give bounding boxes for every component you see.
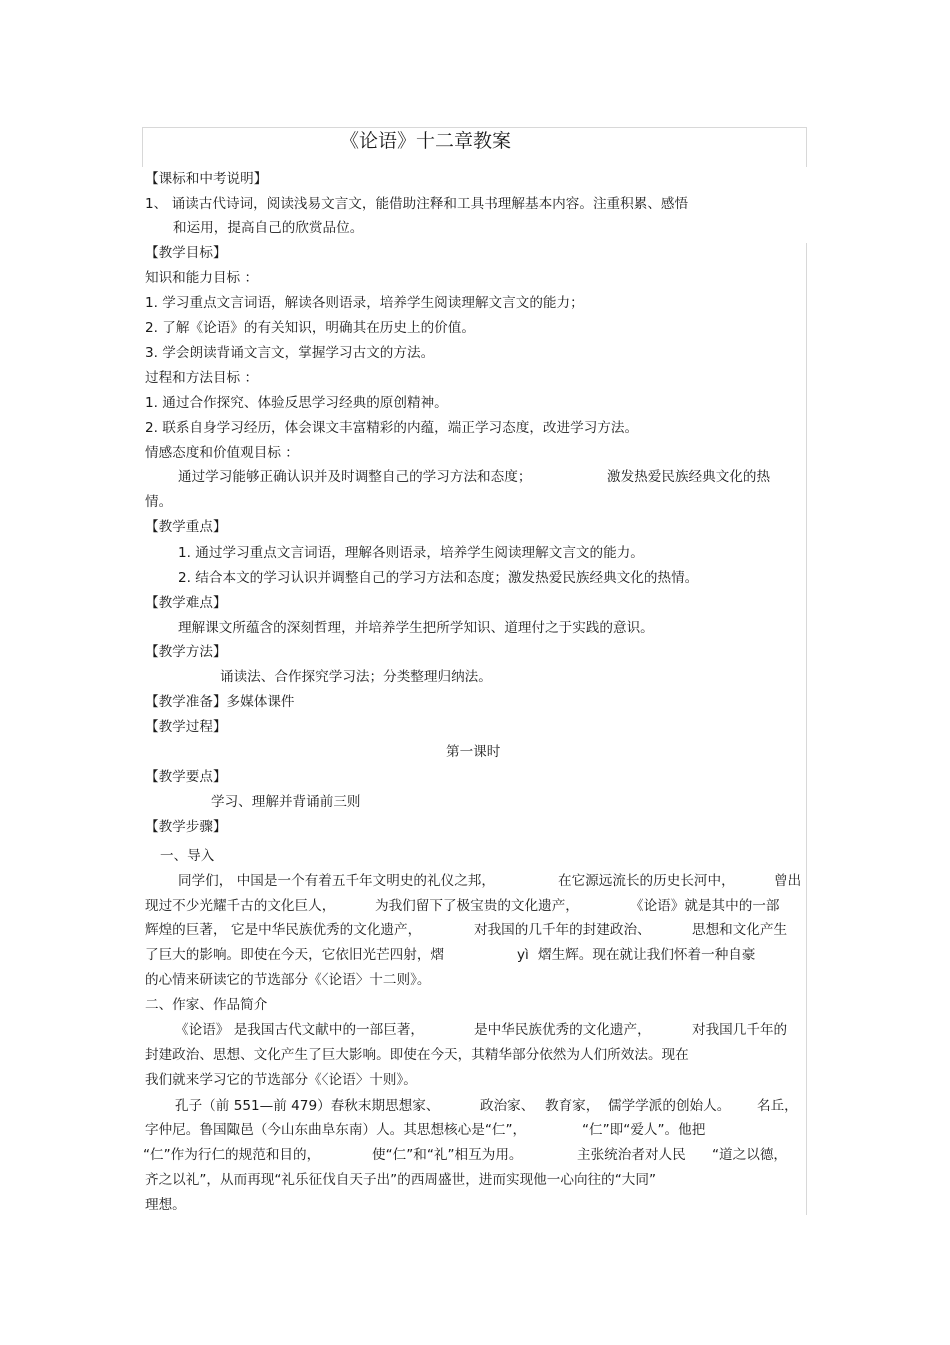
text-line: 的心情来研读它的节选部分《〈论语〉十二则》。	[145, 972, 431, 988]
text-line: 熠生辉。现在就让我们怀着一种自豪	[538, 947, 756, 963]
text-line: 1、 诵读古代诗词，阅读浅易文言文，能借助注释和工具书理解基本内容。注重积累、感悟	[145, 196, 689, 212]
text-line: 孔子（前 551—前 479）春秋末期思想家、	[175, 1098, 440, 1114]
text-line: 诵读法、合作探究学习法；分类整理归纳法。	[220, 669, 492, 685]
section-heading: 【教学重点】	[145, 519, 227, 535]
document-title-text: 《论语》十二章教案	[340, 130, 512, 152]
text-line: 对我国的几千年的封建政治、	[474, 922, 651, 938]
text-line: 情。	[145, 494, 173, 510]
section-heading: 【教学步骤】	[145, 819, 227, 835]
text-line: 曾出	[774, 873, 802, 889]
text-line: 使“仁”和“礼”相互为用。	[372, 1147, 523, 1163]
text-line: 现过不少光耀千古的文化巨人，	[145, 898, 336, 914]
section-heading: 【课标和中考说明】	[145, 171, 268, 187]
text-line: 《论语》就是其中的一部	[630, 898, 780, 914]
text-line: 《论语》 是我国古代文献中的一部巨著，	[175, 1022, 425, 1038]
text-line: “仁”作为行仁的规范和目的，	[143, 1147, 321, 1163]
section-heading: 【教学过程】	[145, 719, 227, 735]
text-line: 2. 联系自身学习经历，体会课文丰富精彩的内蕴，端正学习态度，改进学习方法。	[145, 420, 639, 436]
text-line: 主张统治者对人民	[577, 1147, 686, 1163]
text-line: 通过学习能够正确认识并及时调整自己的学习方法和态度；	[178, 469, 532, 485]
text-line: “仁”即“爱人”。他把	[582, 1122, 706, 1138]
text-line: 理解课文所蕴含的深刻哲理，并培养学生把所学知识、道理付之于实践的意识。	[178, 620, 654, 636]
lesson-heading: 第一课时	[446, 744, 501, 760]
text-line: 封建政治、思想、文化产生了巨大影响。即使在今天，其精华部分依然为人们所效法。现在	[145, 1047, 689, 1063]
section-heading: 【教学方法】	[145, 644, 227, 660]
text-line: 是中华民族优秀的文化遗产，	[474, 1022, 651, 1038]
text-line: 知识和能力目标 ：	[145, 270, 259, 286]
text-line: 情感态度和价值观目标 ：	[145, 445, 299, 461]
text-line: 思想和文化产生	[692, 922, 788, 938]
text-line: 齐之以礼”，从而再现“礼乐征伐自天子出”的西周盛世，进而实现他一心向往的“大同”	[145, 1172, 656, 1188]
text-line: 2. 结合本文的学习认识并调整自己的学习方法和态度；激发热爱民族经典文化的热情。	[178, 570, 699, 586]
text-line: 过程和方法目标 ：	[145, 370, 259, 386]
text-line: 辉煌的巨著， 它是中华民族优秀的文化遗产，	[145, 922, 422, 938]
text-line: 同学们， 中国是一个有着五千年文明史的礼仪之邦，	[178, 873, 495, 889]
text-line: 2. 了解《论语》的有关知识，明确其在历史上的价值。	[145, 320, 475, 336]
text-line: 在它源远流长的历史长河中，	[558, 873, 735, 889]
pinyin-annotation: yì	[517, 947, 529, 963]
section-heading: 【教学准备】多媒体课件	[145, 694, 295, 710]
text-line: 儒学学派的创始人。	[608, 1098, 731, 1114]
text-line: 理想。	[145, 1197, 186, 1213]
text-line: 对我国几千年的	[692, 1022, 788, 1038]
subsection-heading: 一、导入	[160, 848, 215, 864]
text-line: 字仲尼。鲁国陬邑（今山东曲阜东南）人。其思想核心是“仁”，	[145, 1122, 527, 1138]
text-line: 1. 通过学习重点文言词语，理解各则语录，培养学生阅读理解文言文的能力。	[178, 545, 644, 561]
text-line: 激发热爱民族经典文化的热	[607, 469, 771, 485]
subsection-heading: 二、作家、作品简介	[145, 997, 268, 1013]
table-border-right-lower	[806, 243, 807, 1215]
text-line: 政治家、	[480, 1098, 535, 1114]
text-line: 和运用，提高自己的欣赏品位。	[173, 220, 364, 236]
section-heading: 【教学目标】	[145, 245, 227, 261]
text-line: 为我们留下了极宝贵的文化遗产，	[375, 898, 579, 914]
table-border-right-upper	[806, 127, 807, 167]
text-line: 教育家，	[545, 1098, 600, 1114]
section-heading: 【教学要点】	[145, 769, 227, 785]
text-line: 了巨大的影响。即使在今天，它依旧光芒四射，熠	[145, 947, 445, 963]
text-line: 学习、理解并背诵前三则	[211, 794, 361, 810]
section-heading: 【教学难点】	[145, 595, 227, 611]
table-border-left	[142, 127, 143, 167]
text-line: 我们就来学习它的节选部分《〈论语〉十则》。	[145, 1072, 417, 1088]
text-line: 名丘，	[757, 1098, 798, 1114]
text-line: 3. 学会朗读背诵文言文，掌握学习古文的方法。	[145, 345, 435, 361]
text-line: 1. 学习重点文言词语，解读各则语录，培养学生阅读理解文言文的能力；	[145, 295, 584, 311]
text-line: “道之以德，	[712, 1147, 788, 1163]
text-line: 1. 通过合作探究、体验反思学习经典的原创精神。	[145, 395, 448, 411]
